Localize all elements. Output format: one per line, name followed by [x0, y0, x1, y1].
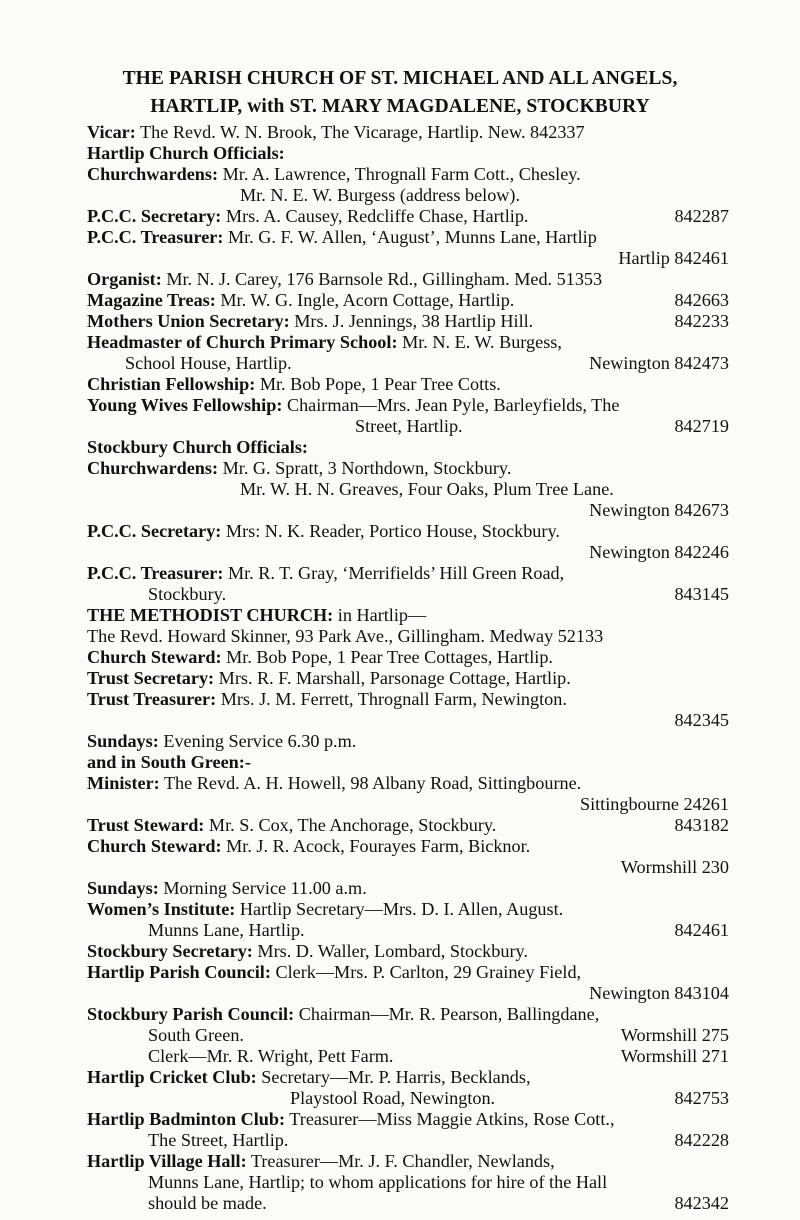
stockbury-parish-council-clerk: Clerk—Mr. R. Wright, Pett Farm.	[148, 1046, 394, 1066]
hartlip-pcc-treasurer: P.C.C. Treasurer: Mr. G. F. W. Allen, ‘August’, Munns Lane, Hartlip	[87, 227, 597, 247]
organist-entry: Organist: Mr. N. J. Carey, 176 Barnsole Rd., Gillingham. Med. 51353	[87, 269, 603, 289]
headmaster-entry: Headmaster of Church Primary School: Mr. N. E. W. Burgess,	[87, 332, 562, 352]
church-steward-hartlip: Church Steward: Mr. Bob Pope, 1 Pear Tree Cottages, Hartlip.	[87, 647, 553, 667]
hartlip-parish-council-phone: Newington 843104	[589, 983, 729, 1003]
stockbury-pcc-treasurer-2: Stockbury.	[148, 584, 227, 604]
hartlip-churchwardens-2: Mr. N. E. W. Burgess (address below).	[240, 185, 521, 205]
stockbury-secretary-entry: Stockbury Secretary: Mrs. D. Waller, Lombard, Stockbury.	[87, 941, 528, 961]
badminton-club-phone: 842228	[674, 1130, 729, 1150]
village-hall-address: Munns Lane, Hartlip; to whom applications for hire of the Hall	[148, 1172, 608, 1192]
minister-entry: Minister: The Revd. A. H. Howell, 98 Albany Road, Sittingbourne.	[87, 773, 582, 793]
stockbury-pcc-secretary-phone: Newington 842246	[589, 542, 729, 562]
methodist-minister: The Revd. Howard Skinner, 93 Park Ave., Gillingham. Medway 52133	[87, 626, 604, 646]
trust-secretary-entry: Trust Secretary: Mrs. R. F. Marshall, Parsonage Cottage, Hartlip.	[87, 668, 571, 688]
trust-steward-phone: 843182	[674, 815, 729, 835]
mothers-union-phone: 842233	[674, 311, 729, 331]
stockbury-pcc-treasurer-phone: 843145	[674, 584, 729, 604]
magazine-treas-phone: 842663	[674, 290, 729, 310]
stockbury-pcc-treasurer: P.C.C. Treasurer: Mr. R. T. Gray, ‘Merrifields’ Hill Green Road,	[87, 563, 565, 583]
young-wives-phone: 842719	[674, 416, 729, 436]
trust-treasurer-entry: Trust Treasurer: Mrs. J. M. Ferrett, Thrognall Farm, Newington.	[87, 689, 567, 709]
cricket-club-address: Playstool Road, Newington.	[290, 1088, 496, 1108]
stockbury-pcc-secretary: P.C.C. Secretary: Mrs: N. K. Reader, Portico House, Stockbury.	[87, 521, 560, 541]
page-title-line-2: HARTLIP, with ST. MARY MAGDALENE, STOCKBURY	[150, 96, 650, 117]
hartlip-officials-heading: Hartlip Church Officials:	[87, 143, 285, 163]
hartlip-pcc-treasurer-phone: Hartlip 842461	[618, 248, 729, 268]
young-wives-entry: Young Wives Fellowship: Chairman—Mrs. Jean Pyle, Barleyfields, The	[87, 395, 620, 415]
trust-steward-entry: Trust Steward: Mr. S. Cox, The Anchorage, Stockbury.	[87, 815, 497, 835]
mothers-union-entry: Mothers Union Secretary: Mrs. J. Jennings, 38 Hartlip Hill.	[87, 311, 534, 331]
hartlip-churchwardens: Churchwardens: Mr. A. Lawrence, Thrognall Farm Cott., Chesley.	[87, 164, 581, 184]
vicar-entry: Vicar: The Revd. W. N. Brook, The Vicarage, Hartlip. New. 842337	[87, 122, 585, 142]
village-hall-phone: 842342	[674, 1193, 729, 1213]
hartlip-parish-council: Hartlip Parish Council: Clerk—Mrs. P. Carlton, 29 Grainey Field,	[87, 962, 582, 982]
hartlip-pcc-secretary-phone: 842287	[674, 206, 729, 226]
trust-treasurer-phone: 842345	[674, 710, 729, 730]
hartlip-pcc-secretary: P.C.C. Secretary: Mrs. A. Causey, Redcliffe Chase, Hartlip.	[87, 206, 529, 226]
south-green-heading: and in South Green:-	[87, 752, 251, 772]
stockbury-officials-heading: Stockbury Church Officials:	[87, 437, 308, 457]
stockbury-parish-council: Stockbury Parish Council: Chairman—Mr. R. Pearson, Ballingdane,	[87, 1004, 600, 1024]
stockbury-parish-council-address: South Green.	[148, 1025, 244, 1045]
cricket-club-phone: 842753	[674, 1088, 729, 1108]
church-steward-south-green-phone: Wormshill 230	[620, 857, 729, 877]
womens-institute-address: Munns Lane, Hartlip.	[148, 920, 305, 940]
stockbury-parish-council-clerk-phone: Wormshill 271	[620, 1046, 729, 1066]
womens-institute-phone: 842461	[674, 920, 729, 940]
headmaster-phone: Newington 842473	[589, 353, 729, 373]
cricket-club-entry: Hartlip Cricket Club: Secretary—Mr. P. Harris, Becklands,	[87, 1067, 531, 1087]
stockbury-churchwardens-phone: Newington 842673	[589, 500, 729, 520]
young-wives-address: Street, Hartlip.	[355, 416, 463, 436]
sundays-evening: Sundays: Evening Service 6.30 p.m.	[87, 731, 357, 751]
sundays-morning: Sundays: Morning Service 11.00 a.m.	[87, 878, 367, 898]
minister-phone: Sittingbourne 24261	[579, 794, 729, 814]
magazine-treas-entry: Magazine Treas: Mr. W. G. Ingle, Acorn Cottage, Hartlip.	[87, 290, 515, 310]
methodist-heading: THE METHODIST CHURCH: in Hartlip—	[87, 605, 427, 625]
womens-institute-entry: Women’s Institute: Hartlip Secretary—Mrs. D. I. Allen, August.	[87, 899, 564, 919]
stockbury-parish-council-phone: Wormshill 275	[620, 1025, 729, 1045]
christian-fellowship-entry: Christian Fellowship: Mr. Bob Pope, 1 Pear Tree Cotts.	[87, 374, 501, 394]
page-title-line-1: THE PARISH CHURCH OF ST. MICHAEL AND ALL ANGELS,	[122, 68, 678, 89]
stockbury-churchwardens-2: Mr. W. H. N. Greaves, Four Oaks, Plum Tree Lane.	[240, 479, 614, 499]
badminton-club-entry: Hartlip Badminton Club: Treasurer—Miss Maggie Atkins, Rose Cott.,	[87, 1109, 615, 1129]
stockbury-churchwardens: Churchwardens: Mr. G. Spratt, 3 Northdown, Stockbury.	[87, 458, 512, 478]
headmaster-address: School House, Hartlip.	[125, 353, 292, 373]
church-steward-south-green: Church Steward: Mr. J. R. Acock, Fourayes Farm, Bicknor.	[87, 836, 531, 856]
badminton-club-address: The Street, Hartlip.	[148, 1130, 289, 1150]
village-hall-entry: Hartlip Village Hall: Treasurer—Mr. J. F. Chandler, Newlands,	[87, 1151, 555, 1171]
village-hall-note: should be made.	[148, 1193, 267, 1213]
